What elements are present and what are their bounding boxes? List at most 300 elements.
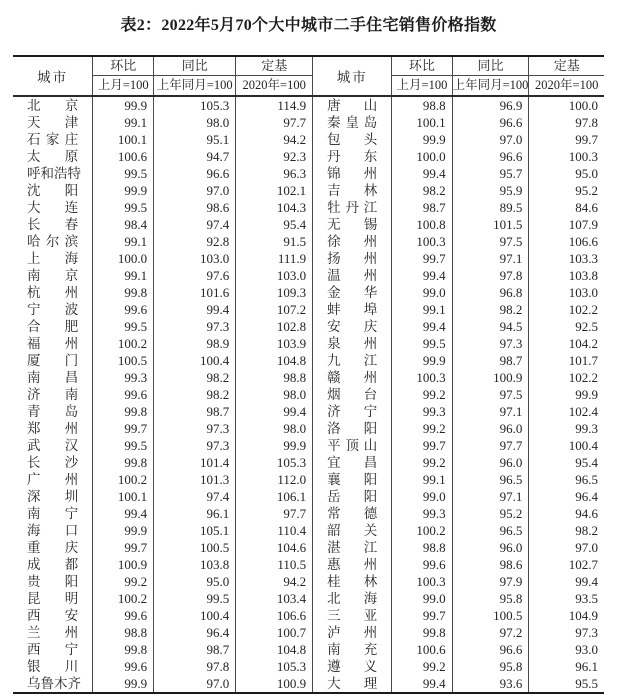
- city-cell: 福州: [27, 336, 79, 351]
- city-cell: 宁波: [27, 302, 79, 317]
- yoy-cell: 96.6: [452, 114, 529, 131]
- yoy-cell: 105.1: [154, 522, 236, 539]
- city-cell: 温州: [313, 267, 392, 284]
- yoy-cell: 97.1: [452, 403, 529, 420]
- city-cell: 上海: [27, 251, 79, 266]
- table-row: [13, 131, 604, 148]
- city-cell: 长沙: [27, 455, 79, 470]
- yoy-cell: 96.1: [154, 505, 236, 522]
- fixed-cell: 98.2: [529, 522, 604, 539]
- fixed-cell: 104.9: [529, 607, 604, 624]
- table-row: [13, 420, 604, 437]
- city-cell: 常德: [313, 505, 392, 522]
- yoy-cell: 98.7: [154, 403, 236, 420]
- yoy-cell: 92.8: [154, 233, 236, 250]
- yoy-cell: 98.2: [154, 369, 236, 386]
- mom-cell: 99.8: [392, 624, 452, 641]
- city-cell: 平顶山: [313, 437, 392, 454]
- fixed-cell: 102.7: [529, 556, 604, 573]
- yoy-cell: 95.9: [452, 182, 529, 199]
- mom-cell: 98.8: [93, 624, 154, 641]
- fixed-cell: 99.4: [529, 573, 604, 590]
- city-cell: 西宁: [27, 642, 79, 657]
- mom-cell: 100.1: [93, 488, 154, 505]
- city-cell: 南昌: [27, 370, 79, 385]
- mom-cell: 99.1: [93, 233, 154, 250]
- table-row: [13, 182, 604, 199]
- mom-cell: 99.7: [392, 250, 452, 267]
- fixed-cell: 110.4: [236, 522, 313, 539]
- fixed-cell: 102.2: [529, 301, 604, 318]
- price-index-table: [13, 55, 604, 694]
- mom-cell: 99.7: [392, 607, 452, 624]
- yoy-cell: 97.2: [452, 624, 529, 641]
- header-yoy-left: 同比: [154, 56, 236, 76]
- mom-cell: 99.3: [93, 369, 154, 386]
- city-cell: 牡丹江: [313, 199, 392, 216]
- city-cell: 厦门: [27, 353, 79, 368]
- table-row: [13, 386, 604, 403]
- yoy-cell: 95.1: [154, 131, 236, 148]
- mom-cell: 99.5: [93, 199, 154, 216]
- fixed-cell: 94.2: [236, 131, 313, 148]
- mom-cell: 99.7: [392, 437, 452, 454]
- table-row: [13, 488, 604, 505]
- mom-cell: 100.2: [93, 335, 154, 352]
- mom-cell: 99.9: [93, 96, 154, 114]
- fixed-cell: 100.4: [529, 437, 604, 454]
- yoy-cell: 95.2: [452, 505, 529, 522]
- city-cell: 唐山: [313, 96, 392, 114]
- yoy-cell: 100.5: [452, 607, 529, 624]
- table-row: [13, 199, 604, 216]
- city-cell: 扬州: [313, 250, 392, 267]
- mom-cell: 99.2: [93, 573, 154, 590]
- city-cell: 郑州: [27, 421, 79, 436]
- mom-cell: 100.6: [392, 641, 452, 658]
- yoy-cell: 95.8: [452, 658, 529, 675]
- fixed-cell: 102.4: [529, 403, 604, 420]
- yoy-cell: 96.4: [154, 624, 236, 641]
- fixed-cell: 91.5: [236, 233, 313, 250]
- fixed-cell: 94.2: [236, 573, 313, 590]
- fixed-cell: 95.4: [236, 216, 313, 233]
- mom-cell: 100.2: [392, 522, 452, 539]
- city-cell: 昆明: [27, 591, 79, 606]
- city-cell: 襄阳: [313, 471, 392, 488]
- mom-cell: 100.5: [93, 352, 154, 369]
- header-row-base: [13, 76, 604, 97]
- city-cell: 南宁: [27, 506, 79, 521]
- fixed-cell: 100.9: [236, 675, 313, 693]
- yoy-cell: 96.6: [452, 641, 529, 658]
- yoy-cell: 98.6: [452, 556, 529, 573]
- yoy-cell: 97.9: [452, 573, 529, 590]
- fixed-cell: 103.0: [529, 284, 604, 301]
- table-row: [13, 454, 604, 471]
- mom-cell: 99.5: [93, 165, 154, 182]
- mom-cell: 99.0: [392, 488, 452, 505]
- table-row: [13, 267, 604, 284]
- fixed-cell: 103.8: [529, 267, 604, 284]
- fixed-cell: 104.2: [529, 335, 604, 352]
- header-mom-base-left: 上月=100: [93, 76, 154, 97]
- table-row: [13, 641, 604, 658]
- city-cell: 锦州: [313, 165, 392, 182]
- yoy-cell: 101.6: [154, 284, 236, 301]
- fixed-cell: 93.0: [529, 641, 604, 658]
- header-mom-left: 环比: [93, 56, 154, 76]
- table-row: [13, 369, 604, 386]
- table-row: [13, 233, 604, 250]
- yoy-cell: 89.5: [452, 199, 529, 216]
- table-row: [13, 403, 604, 420]
- fixed-cell: 96.1: [529, 658, 604, 675]
- fixed-cell: 99.4: [236, 403, 313, 420]
- fixed-cell: 94.6: [529, 505, 604, 522]
- fixed-cell: 92.3: [236, 148, 313, 165]
- fixed-cell: 96.3: [236, 165, 313, 182]
- yoy-cell: 101.5: [452, 216, 529, 233]
- header-fixed-right: 定基: [529, 56, 604, 76]
- fixed-cell: 99.9: [529, 386, 604, 403]
- city-cell: 惠州: [313, 556, 392, 573]
- fixed-cell: 104.3: [236, 199, 313, 216]
- fixed-cell: 103.0: [236, 267, 313, 284]
- yoy-cell: 98.9: [154, 335, 236, 352]
- mom-cell: 100.0: [93, 250, 154, 267]
- fixed-cell: 109.3: [236, 284, 313, 301]
- header-row-top: [13, 56, 604, 76]
- mom-cell: 99.2: [392, 454, 452, 471]
- mom-cell: 99.4: [392, 318, 452, 335]
- yoy-cell: 96.0: [452, 539, 529, 556]
- header-yoy-right: 同比: [452, 56, 529, 76]
- fixed-cell: 102.8: [236, 318, 313, 335]
- city-cell: 成都: [27, 557, 79, 572]
- city-cell: 包头: [313, 131, 392, 148]
- city-cell: 合肥: [27, 319, 79, 334]
- mom-cell: 99.3: [392, 403, 452, 420]
- mom-cell: 99.5: [93, 318, 154, 335]
- yoy-cell: 95.7: [452, 165, 529, 182]
- mom-cell: 99.6: [93, 301, 154, 318]
- fixed-cell: 99.7: [529, 131, 604, 148]
- city-cell: 银川: [27, 659, 79, 674]
- yoy-cell: 97.3: [154, 437, 236, 454]
- table-row: [13, 437, 604, 454]
- mom-cell: 99.1: [93, 267, 154, 284]
- table-row: [13, 471, 604, 488]
- table-row: [13, 250, 604, 267]
- city-cell: 湛江: [313, 539, 392, 556]
- fixed-cell: 102.2: [529, 369, 604, 386]
- city-cell: 武汉: [27, 438, 79, 453]
- mom-cell: 98.7: [392, 199, 452, 216]
- yoy-cell: 100.4: [154, 607, 236, 624]
- mom-cell: 99.2: [392, 386, 452, 403]
- city-cell: 大连: [27, 200, 79, 215]
- mom-cell: 99.6: [392, 556, 452, 573]
- city-cell: 徐州: [313, 233, 392, 250]
- header-mom-base-right: 上月=100: [392, 76, 452, 97]
- fixed-cell: 98.0: [236, 420, 313, 437]
- fixed-cell: 103.9: [236, 335, 313, 352]
- fixed-cell: 105.3: [236, 658, 313, 675]
- yoy-cell: 96.5: [452, 522, 529, 539]
- mom-cell: 98.2: [392, 182, 452, 199]
- mom-cell: 100.1: [392, 114, 452, 131]
- fixed-cell: 106.1: [236, 488, 313, 505]
- fixed-cell: 107.2: [236, 301, 313, 318]
- yoy-cell: 97.4: [154, 216, 236, 233]
- fixed-cell: 103.4: [236, 590, 313, 607]
- yoy-cell: 99.4: [154, 301, 236, 318]
- yoy-cell: 97.1: [452, 250, 529, 267]
- fixed-cell: 84.6: [529, 199, 604, 216]
- city-cell: 杭州: [27, 285, 79, 300]
- fixed-cell: 103.3: [529, 250, 604, 267]
- header-city-right: 城市: [313, 56, 392, 96]
- yoy-cell: 96.9: [452, 96, 529, 114]
- yoy-cell: 97.6: [154, 267, 236, 284]
- header-city-left: 城市: [37, 70, 69, 85]
- yoy-cell: 103.0: [154, 250, 236, 267]
- yoy-cell: 93.6: [452, 675, 529, 693]
- yoy-cell: 97.3: [154, 420, 236, 437]
- city-cell: 烟台: [313, 386, 392, 403]
- fixed-cell: 106.6: [529, 233, 604, 250]
- table-row: [13, 624, 604, 641]
- fixed-cell: 102.1: [236, 182, 313, 199]
- yoy-cell: 97.0: [154, 182, 236, 199]
- fixed-cell: 98.8: [236, 369, 313, 386]
- table-row: [13, 216, 604, 233]
- city-cell: 九江: [313, 352, 392, 369]
- yoy-cell: 95.0: [154, 573, 236, 590]
- city-cell: 金华: [313, 284, 392, 301]
- city-cell: 南京: [27, 268, 79, 283]
- fixed-cell: 101.7: [529, 352, 604, 369]
- mom-cell: 99.4: [93, 505, 154, 522]
- yoy-cell: 95.8: [452, 590, 529, 607]
- yoy-cell: 98.6: [154, 199, 236, 216]
- yoy-cell: 97.0: [452, 131, 529, 148]
- city-cell: 长春: [27, 217, 79, 232]
- mom-cell: 99.5: [392, 335, 452, 352]
- yoy-cell: 97.3: [154, 318, 236, 335]
- fixed-cell: 95.2: [529, 182, 604, 199]
- yoy-cell: 105.3: [154, 96, 236, 114]
- city-cell: 太原: [27, 149, 79, 164]
- table-row: [13, 165, 604, 182]
- table-row: [13, 335, 604, 352]
- city-cell: 青岛: [27, 404, 79, 419]
- header-fixed-left: 定基: [236, 56, 313, 76]
- mom-cell: 100.6: [93, 148, 154, 165]
- mom-cell: 99.8: [93, 454, 154, 471]
- city-cell: 北京: [27, 98, 79, 113]
- mom-cell: 100.9: [93, 556, 154, 573]
- city-cell: 岳阳: [313, 488, 392, 505]
- fixed-cell: 97.8: [529, 114, 604, 131]
- city-cell: 哈尔滨: [27, 234, 79, 249]
- mom-cell: 99.0: [392, 590, 452, 607]
- yoy-cell: 97.5: [452, 386, 529, 403]
- table-row: [13, 352, 604, 369]
- city-cell: 济宁: [313, 403, 392, 420]
- header-yoy-base-left: 上年同月=100: [154, 76, 236, 97]
- mom-cell: 99.1: [93, 114, 154, 131]
- mom-cell: 99.9: [93, 182, 154, 199]
- table-header: [13, 56, 604, 96]
- city-cell: 丹东: [313, 148, 392, 165]
- fixed-cell: 96.5: [529, 471, 604, 488]
- yoy-cell: 97.4: [154, 488, 236, 505]
- fixed-cell: 111.9: [236, 250, 313, 267]
- yoy-cell: 98.2: [154, 386, 236, 403]
- mom-cell: 99.6: [93, 658, 154, 675]
- mom-cell: 99.9: [93, 522, 154, 539]
- city-cell: 桂林: [313, 573, 392, 590]
- table-row: [13, 522, 604, 539]
- mom-cell: 99.9: [93, 675, 154, 693]
- yoy-cell: 97.5: [452, 233, 529, 250]
- city-cell: 石家庄: [27, 132, 79, 147]
- yoy-cell: 96.5: [452, 471, 529, 488]
- yoy-cell: 100.5: [154, 539, 236, 556]
- table-row: [13, 675, 604, 693]
- city-cell: 赣州: [313, 369, 392, 386]
- mom-cell: 99.4: [392, 267, 452, 284]
- city-cell: 广州: [27, 472, 79, 487]
- yoy-cell: 96.8: [452, 284, 529, 301]
- city-cell: 秦皇岛: [313, 114, 392, 131]
- fixed-cell: 95.0: [529, 165, 604, 182]
- table-row: [13, 658, 604, 675]
- city-cell: 南充: [313, 641, 392, 658]
- fixed-cell: 97.7: [236, 505, 313, 522]
- yoy-cell: 103.8: [154, 556, 236, 573]
- city-cell: 遵义: [313, 658, 392, 675]
- mom-cell: 99.4: [392, 165, 452, 182]
- mom-cell: 100.1: [93, 131, 154, 148]
- city-cell: 乌鲁木齐: [27, 676, 81, 691]
- table-row: [13, 96, 604, 114]
- mom-cell: 99.5: [93, 437, 154, 454]
- fixed-cell: 100.3: [529, 148, 604, 165]
- fixed-cell: 106.6: [236, 607, 313, 624]
- table-row: [13, 114, 604, 131]
- yoy-cell: 101.3: [154, 471, 236, 488]
- fixed-cell: 92.5: [529, 318, 604, 335]
- fixed-cell: 110.5: [236, 556, 313, 573]
- table-row: [13, 505, 604, 522]
- yoy-cell: 96.0: [452, 420, 529, 437]
- city-cell: 蚌埠: [313, 301, 392, 318]
- mom-cell: 98.8: [392, 96, 452, 114]
- fixed-cell: 97.7: [236, 114, 313, 131]
- city-cell: 无锡: [313, 216, 392, 233]
- yoy-cell: 97.3: [452, 335, 529, 352]
- city-cell: 天津: [27, 115, 79, 130]
- table-row: [13, 539, 604, 556]
- fixed-cell: 107.9: [529, 216, 604, 233]
- city-cell: 泸州: [313, 624, 392, 641]
- fixed-cell: 104.6: [236, 539, 313, 556]
- mom-cell: 100.2: [93, 590, 154, 607]
- table-body: [13, 96, 604, 693]
- yoy-cell: 97.7: [452, 437, 529, 454]
- yoy-cell: 96.6: [154, 165, 236, 182]
- mom-cell: 99.3: [392, 505, 452, 522]
- mom-cell: 99.9: [392, 352, 452, 369]
- fixed-cell: 95.4: [529, 454, 604, 471]
- mom-cell: 100.0: [392, 148, 452, 165]
- mom-cell: 99.2: [392, 420, 452, 437]
- fixed-cell: 100.0: [529, 96, 604, 114]
- mom-cell: 99.8: [93, 641, 154, 658]
- fixed-cell: 98.0: [236, 386, 313, 403]
- yoy-cell: 97.0: [154, 675, 236, 693]
- city-cell: 北海: [313, 590, 392, 607]
- yoy-cell: 94.5: [452, 318, 529, 335]
- table-row: [13, 590, 604, 607]
- yoy-cell: 98.7: [452, 352, 529, 369]
- city-cell: 沈阳: [27, 183, 79, 198]
- city-cell: 呼和浩特: [27, 166, 81, 181]
- yoy-cell: 98.7: [154, 641, 236, 658]
- city-cell: 洛阳: [313, 420, 392, 437]
- fixed-cell: 99.3: [529, 420, 604, 437]
- mom-cell: 99.4: [392, 675, 452, 693]
- yoy-cell: 100.4: [154, 352, 236, 369]
- mom-cell: 99.6: [93, 607, 154, 624]
- mom-cell: 98.4: [93, 216, 154, 233]
- city-cell: 重庆: [27, 540, 79, 555]
- city-cell: 兰州: [27, 625, 79, 640]
- table-row: [13, 318, 604, 335]
- city-cell: 泉州: [313, 335, 392, 352]
- fixed-cell: 100.7: [236, 624, 313, 641]
- yoy-cell: 97.1: [452, 488, 529, 505]
- yoy-cell: 98.0: [154, 114, 236, 131]
- yoy-cell: 101.4: [154, 454, 236, 471]
- header-mom-right: 环比: [392, 56, 452, 76]
- yoy-cell: 98.2: [452, 301, 529, 318]
- fixed-cell: 93.5: [529, 590, 604, 607]
- fixed-cell: 99.9: [236, 437, 313, 454]
- yoy-cell: 94.7: [154, 148, 236, 165]
- mom-cell: 99.0: [392, 284, 452, 301]
- city-cell: 海口: [27, 523, 79, 538]
- city-cell: 安庆: [313, 318, 392, 335]
- header-fixed-base-left: 2020年=100: [236, 76, 313, 97]
- mom-cell: 100.3: [392, 573, 452, 590]
- mom-cell: 98.8: [392, 539, 452, 556]
- fixed-cell: 105.3: [236, 454, 313, 471]
- fixed-cell: 114.9: [236, 96, 313, 114]
- city-cell: 大理: [313, 675, 392, 693]
- city-cell: 贵阳: [27, 574, 79, 589]
- mom-cell: 100.2: [93, 471, 154, 488]
- mom-cell: 99.8: [93, 403, 154, 420]
- city-cell: 深圳: [27, 489, 79, 504]
- city-cell: 济南: [27, 387, 79, 402]
- table-row: [13, 284, 604, 301]
- fixed-cell: 104.8: [236, 641, 313, 658]
- fixed-cell: 104.8: [236, 352, 313, 369]
